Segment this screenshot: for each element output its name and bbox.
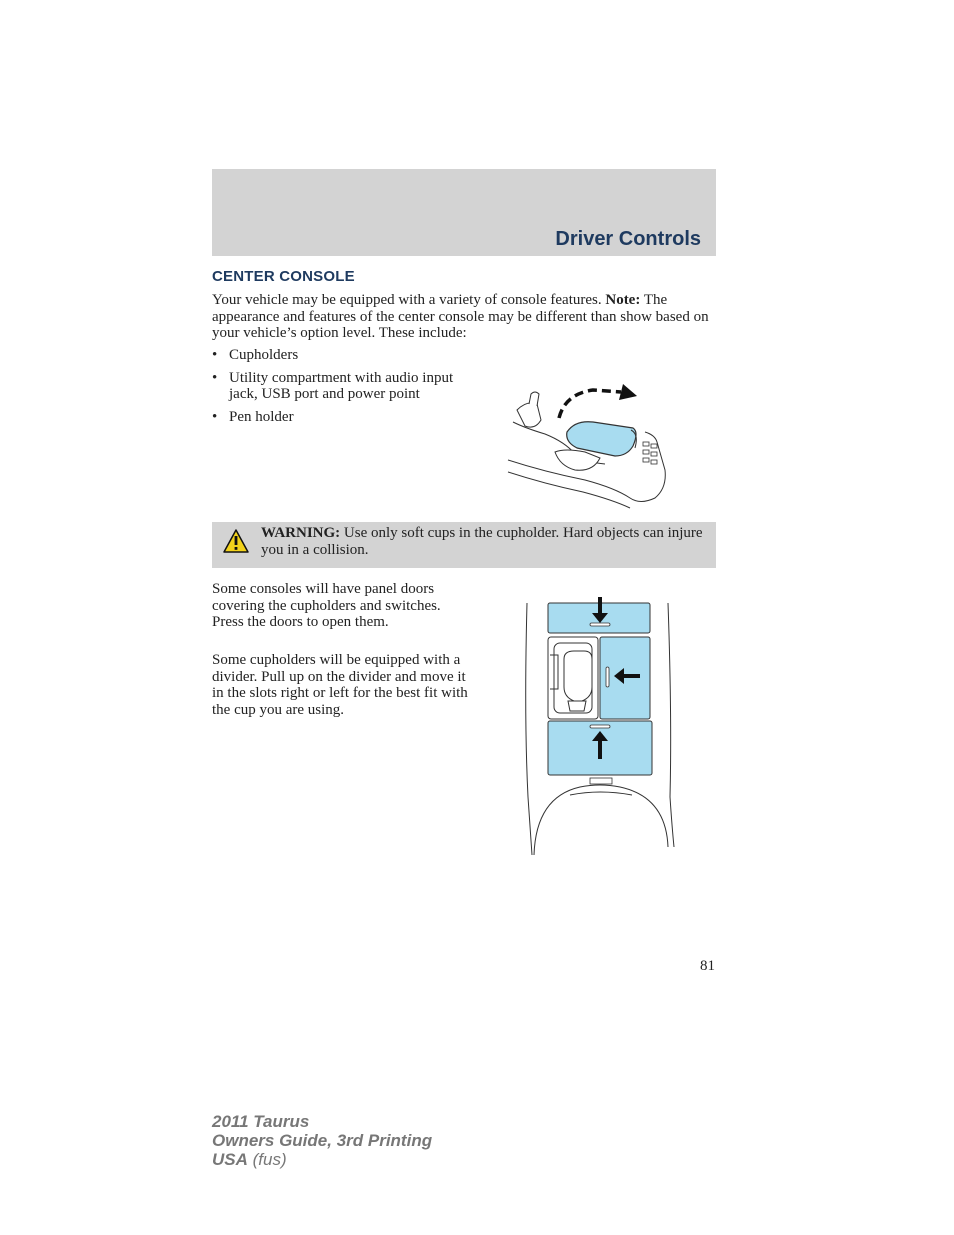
section-heading: CENTER CONSOLE bbox=[212, 268, 355, 285]
header-band bbox=[212, 169, 716, 256]
footer-region-code: (fus) bbox=[247, 1150, 287, 1169]
warning-label: WARNING: bbox=[261, 525, 341, 541]
list-item-label: Utility compartment with audio input jack, USB port and power point bbox=[229, 369, 454, 402]
intro-paragraph bbox=[212, 292, 717, 342]
feature-list bbox=[212, 347, 462, 431]
footer-model: 2011 Taurus bbox=[212, 1112, 310, 1131]
list-item-label: Cupholders bbox=[229, 347, 299, 363]
panel-doors-paragraph: Some consoles will have panel doors covering the cupholders and switches. Press the doors to open them. bbox=[212, 581, 441, 630]
console-illustration bbox=[505, 380, 670, 512]
cupholder-illustration bbox=[520, 597, 678, 857]
footer-guide: Owners Guide, 3rd Printing bbox=[212, 1131, 433, 1150]
footer-region-main: USA bbox=[212, 1150, 248, 1169]
page-number: 81 bbox=[700, 958, 715, 974]
warning-triangle-icon bbox=[222, 528, 250, 554]
page-section-title: Driver Controls bbox=[555, 228, 701, 250]
divider-paragraph: Some cupholders will be equipped with a divider. Pull up on the divider and move it in the slots right or left for the best fit with the cup you are using. bbox=[212, 652, 468, 718]
list-item-label: Pen holder bbox=[229, 408, 294, 425]
list-item bbox=[212, 409, 462, 426]
warning-message: Use only soft cups in the cupholder. Hard objects can injure you in a collision. bbox=[261, 525, 703, 558]
warning-text bbox=[261, 525, 706, 558]
list-item bbox=[212, 370, 462, 403]
intro-text-before: Your vehicle may be equipped with a variety of console features. bbox=[212, 292, 606, 308]
list-item bbox=[212, 347, 462, 364]
intro-text-after: The appearance and features of the center console may be different than show based on your vehicle’s option level. These include: bbox=[212, 292, 709, 341]
note-label: Note: bbox=[605, 292, 641, 308]
bullet-marker: • bbox=[212, 347, 218, 363]
footer-region bbox=[212, 1150, 432, 1169]
bullet-marker: • bbox=[212, 408, 218, 425]
document-footer bbox=[212, 1112, 432, 1169]
bullet-marker: • bbox=[212, 369, 218, 386]
warning-box bbox=[212, 522, 716, 568]
